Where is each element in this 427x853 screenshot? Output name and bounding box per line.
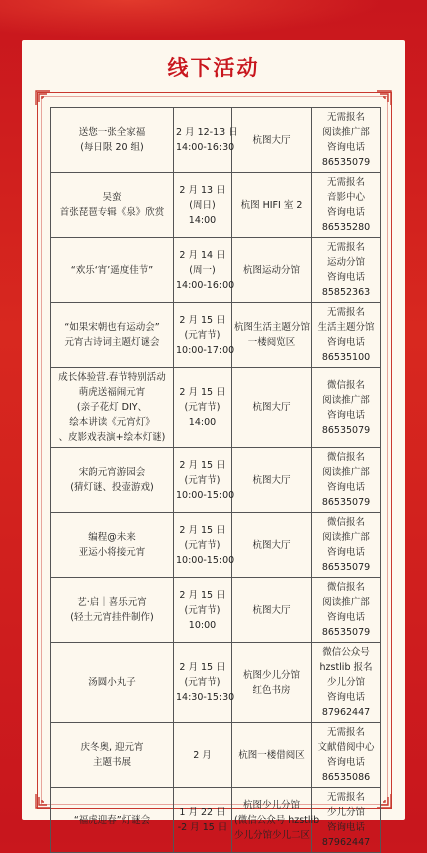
event-registration-cell — [312, 448, 381, 513]
cell-text: (元宵节) — [184, 677, 221, 688]
cell-text: 阅读推广部 — [322, 597, 370, 608]
cell-text: (微信公众号 hzstlib — [234, 814, 320, 826]
cell-text: 10:00 — [188, 619, 217, 631]
cell-text: 85852363 — [321, 287, 371, 298]
event-place-cell — [232, 578, 312, 643]
cell-text: 咨询电话 — [326, 207, 365, 218]
cell-text: 、皮影戏表演+绘本灯谜) — [58, 432, 166, 443]
cell-text: 音影中心 — [326, 192, 365, 203]
cell-text: 14:00 — [188, 214, 217, 226]
cell-text: 咨询电话 — [326, 142, 365, 153]
cell-text: 少儿分馆 — [326, 677, 365, 688]
event-name-cell — [51, 448, 174, 513]
corner-ornament-icon — [35, 793, 51, 809]
event-name-cell — [51, 303, 174, 368]
cell-text: 1 月 22 日 — [179, 807, 226, 818]
cell-text: 微信报名 — [326, 517, 365, 528]
event-name-cell — [51, 108, 174, 173]
event-place-cell — [232, 368, 312, 448]
cell-text: 86535100 — [321, 352, 371, 363]
event-time-cell — [174, 303, 235, 368]
cell-text: 杭图大厅 — [252, 539, 291, 551]
event-time-cell — [174, 578, 232, 643]
cell-text: 杭图少儿分馆 — [242, 799, 300, 811]
event-place-cell — [232, 723, 312, 788]
event-time-cell — [174, 448, 235, 513]
cell-text: 运动分馆 — [326, 257, 365, 268]
cell-text: 2 月 15 日 — [179, 589, 226, 601]
cell-text: 元宵古诗词主题灯谜会 — [64, 337, 160, 348]
cell-text: 主题书展 — [92, 757, 131, 768]
cell-text: (每日限 20 组) — [80, 142, 144, 153]
cell-text: 绘本讲读《元宵灯》 — [69, 417, 155, 428]
cell-text: 86535280 — [321, 222, 371, 233]
cell-text: 咨询电话 — [326, 757, 365, 768]
cell-text: 咨询电话 — [326, 547, 365, 558]
cell-text: 14:00-16:00 — [176, 279, 235, 291]
event-name-cell — [51, 173, 174, 238]
cell-text: 送您一张全家福 — [78, 127, 146, 138]
table-row — [51, 578, 381, 643]
event-registration-cell — [312, 723, 381, 788]
table-row — [51, 368, 381, 448]
event-registration-cell — [312, 368, 381, 448]
cell-text: 无需报名 — [326, 242, 365, 253]
event-place-cell — [232, 173, 312, 238]
cell-text: 少儿分馆 — [326, 807, 365, 818]
cell-text: 咨询电话 — [326, 822, 365, 833]
cell-text: 14:00 — [188, 417, 217, 428]
cell-text: 艺·启｜喜乐元宵 — [77, 597, 147, 608]
cell-text: 杭图生活主题分馆 — [234, 322, 311, 333]
table-row — [51, 643, 381, 723]
cell-text: 2 月 13 日 — [179, 184, 226, 196]
events-table — [50, 107, 381, 853]
event-place-cell — [232, 303, 312, 368]
cell-text: -2 月 15 日 — [177, 822, 228, 833]
event-place-cell — [232, 448, 312, 513]
cell-text: (亲子花灯 DIY、 — [76, 402, 148, 413]
cell-text: 10:00-15:00 — [176, 489, 235, 501]
cell-text: 杭图大厅 — [252, 402, 291, 413]
cell-text: 2 月 14 日 — [179, 249, 226, 261]
cell-text: 宋韵元宵游园会 — [78, 467, 146, 478]
cell-text: 咨询电话 — [326, 409, 365, 421]
cell-text: 杭图大厅 — [252, 474, 291, 486]
cell-text: 萌虎送福闹元宵 — [78, 387, 146, 398]
cell-text: 庆冬奥, 迎元宵 — [80, 742, 144, 753]
cell-text: 2 月 15 日 — [179, 314, 226, 326]
cell-text: 14:00-16:30 — [176, 142, 235, 153]
cell-text: 86535079 — [321, 424, 371, 436]
event-registration-cell — [312, 788, 381, 853]
cell-text: 少儿分馆少儿二区 — [234, 829, 311, 841]
table-row — [51, 238, 381, 303]
event-registration-cell — [312, 108, 381, 173]
cell-text: (元宵节) — [184, 329, 221, 341]
cell-text: hzstlib 报名 — [319, 662, 373, 673]
event-time-cell — [174, 788, 232, 853]
cell-text: 86535079 — [321, 627, 371, 638]
event-name-cell — [51, 788, 174, 853]
cell-text: 无需报名 — [326, 177, 365, 188]
cell-text: 吴蛮 — [102, 192, 122, 203]
cell-text: 杭图少儿分馆 — [242, 669, 300, 681]
event-name-cell — [51, 578, 174, 643]
cell-text: 微信报名 — [326, 452, 365, 463]
cell-text: 微信报名 — [326, 582, 365, 593]
cell-text: 阅读推广部 — [322, 467, 370, 478]
cell-text: 微信报名 — [326, 379, 365, 391]
cell-text: 红色书房 — [252, 684, 291, 696]
cell-text: (元宵节) — [184, 604, 221, 616]
cell-text: 14:30-15:30 — [176, 692, 235, 703]
page-title: 线下活动 — [167, 56, 260, 80]
table-row — [51, 788, 381, 853]
event-place-cell — [232, 108, 312, 173]
event-name-cell — [51, 643, 174, 723]
cell-text: 生活主题分馆 — [317, 322, 375, 333]
cell-text: 2 月 12-13 日 — [176, 127, 238, 138]
cell-text: 阅读推广部 — [322, 532, 370, 543]
cell-text: 一楼阅览区 — [247, 337, 296, 348]
cell-text: 阅读推广部 — [322, 127, 370, 138]
cell-text: 86535079 — [321, 157, 371, 168]
cell-text: 无需报名 — [326, 307, 365, 318]
event-time-cell — [174, 238, 235, 303]
event-name-cell — [51, 368, 174, 448]
cell-text: 咨询电话 — [326, 272, 365, 283]
cell-text: 10:00-15:00 — [176, 554, 235, 566]
corner-ornament-icon — [376, 90, 392, 106]
cell-text: 2 月 15 日 — [179, 387, 226, 398]
table-row — [51, 108, 381, 173]
table-row — [51, 513, 381, 578]
event-place-cell — [232, 238, 312, 303]
event-place-cell — [232, 643, 312, 723]
cell-text: (周一) — [189, 264, 216, 276]
cell-text: 亚运小将接元宵 — [78, 547, 146, 558]
cell-text: 阅读推广部 — [322, 394, 370, 406]
cell-text: (元宵节) — [184, 474, 221, 486]
event-time-cell — [174, 108, 238, 173]
cell-text: 杭图 HIFI 室 2 — [240, 199, 303, 211]
cell-text: (猜灯谜、投壶游戏) — [70, 482, 154, 493]
cell-text: 2 月 — [193, 749, 212, 761]
cell-text: 无需报名 — [326, 727, 365, 738]
cell-text: 2 月 15 日 — [179, 524, 226, 536]
event-registration-cell — [312, 238, 381, 303]
cell-text: 86535086 — [321, 772, 371, 783]
cell-text: 87962447 — [321, 837, 371, 848]
cell-text: 2 月 15 日 — [179, 662, 226, 673]
cell-text: 文献借阅中心 — [317, 742, 375, 753]
cell-text: 咨询电话 — [326, 482, 365, 493]
cell-text: 2 月 15 日 — [179, 459, 226, 471]
cell-text: (元宵节) — [184, 539, 221, 551]
cell-text: (周日) — [189, 199, 216, 211]
cell-text: 成长体验营.春节特别活动 — [58, 372, 166, 383]
cell-text: 咨询电话 — [326, 692, 365, 703]
cell-text: “福虎迎春”灯谜会 — [73, 814, 151, 826]
event-time-cell — [174, 513, 235, 578]
top-decoration — [0, 0, 427, 45]
event-registration-cell — [312, 578, 381, 643]
event-registration-cell — [312, 643, 381, 723]
event-name-cell — [51, 723, 174, 788]
cell-text: 编程@未来 — [88, 532, 136, 543]
cell-text: 咨询电话 — [326, 337, 365, 348]
table-row — [51, 173, 381, 238]
cell-text: “如果宋朝也有运动会” — [64, 322, 160, 333]
cell-text: 86535079 — [321, 497, 371, 508]
cell-text: (轻土元宵挂件制作) — [70, 612, 154, 623]
event-time-cell — [174, 368, 232, 448]
event-place-cell — [232, 513, 312, 578]
cell-text: 无需报名 — [326, 112, 365, 123]
event-time-cell — [174, 723, 232, 788]
cell-text: 杭图运动分馆 — [242, 264, 300, 276]
cell-text: 首张琵琶专辑《泉》欣赏 — [59, 207, 165, 218]
cell-text: (元宵节) — [184, 402, 221, 413]
table-row — [51, 303, 381, 368]
corner-ornament-icon — [35, 90, 51, 106]
cell-text: 汤圆小丸子 — [88, 677, 136, 688]
event-registration-cell — [312, 513, 381, 578]
cell-text: 10:00-17:00 — [176, 344, 235, 356]
event-registration-cell — [312, 303, 381, 368]
event-time-cell — [174, 643, 235, 723]
cell-text: 微信公众号 — [322, 647, 370, 658]
cell-text: 杭图一楼借阅区 — [238, 749, 305, 761]
cell-text: 杭图大厅 — [252, 134, 291, 146]
event-name-cell — [51, 513, 174, 578]
event-place-cell — [232, 788, 320, 853]
table-row — [51, 448, 381, 513]
cell-text: 87962447 — [321, 707, 371, 718]
cell-text: 无需报名 — [326, 792, 365, 803]
table-row — [51, 723, 381, 788]
cell-text: 咨询电话 — [326, 612, 365, 623]
cell-text: 86535079 — [321, 562, 371, 573]
cell-text: 杭图大厅 — [252, 604, 291, 616]
event-name-cell — [51, 238, 174, 303]
event-time-cell — [174, 173, 232, 238]
event-registration-cell — [312, 173, 381, 238]
cell-text: “欢乐‘宵’遥度佳节” — [70, 264, 154, 276]
